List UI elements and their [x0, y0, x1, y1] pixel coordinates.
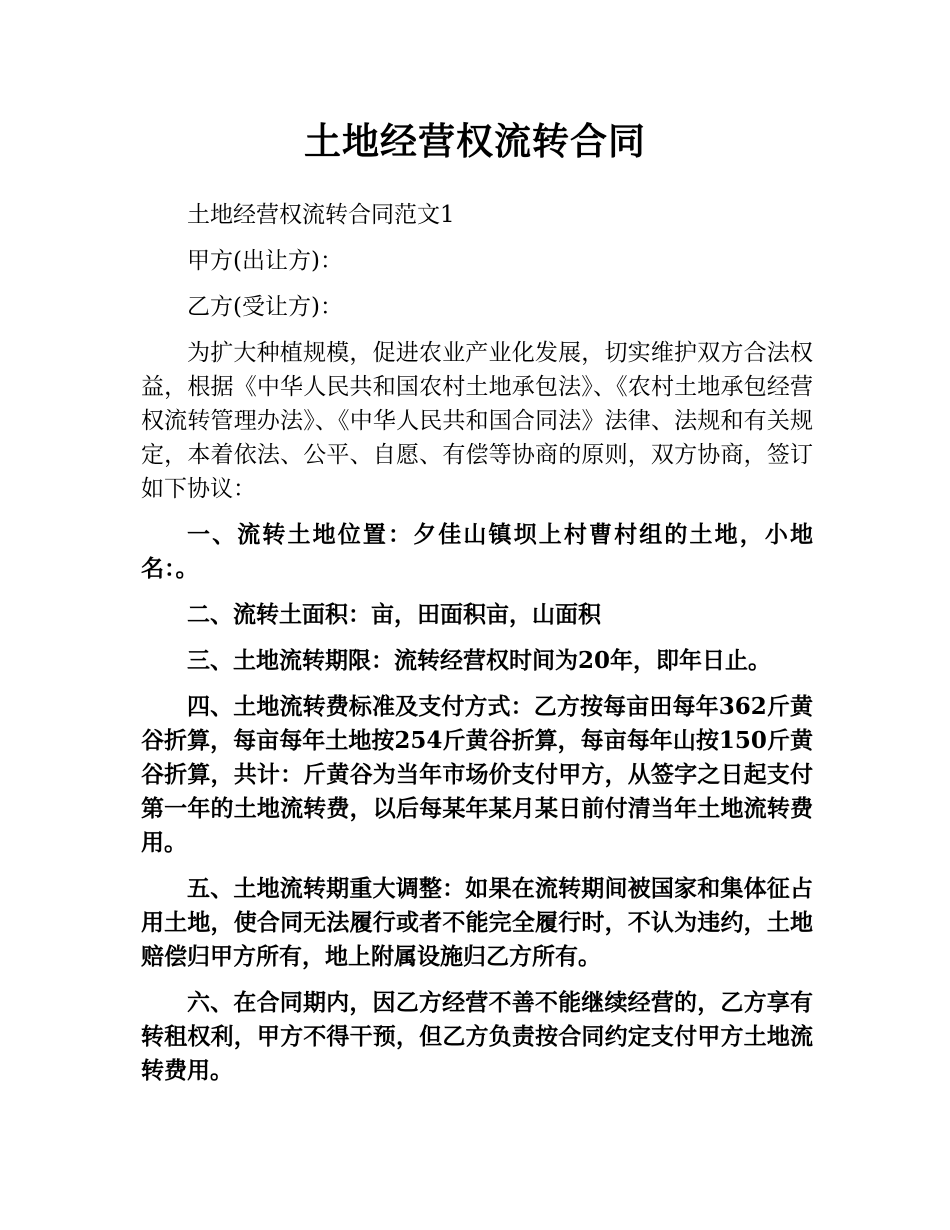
- subtitle-paragraph: 土地经营权流转合同范文1: [187, 202, 455, 228]
- document-title: 土地经营权流转合同: [304, 120, 646, 163]
- clause-5-paragraph: 五、土地流转期重大调整：如果在流转期间被国家和集体征占用土地，使合同无法履行或者不能完全履行时，不认为违约，土地赔偿归甲方所有，地上附属设施归乙方所有。: [141, 875, 813, 970]
- document-body: [141, 198, 813, 1100]
- party-a-line: 甲方(出让方)：: [187, 248, 343, 274]
- clause-1-paragraph: 一、流转土地位置：夕佳山镇坝上村曹村组的土地，小地名：。: [141, 521, 813, 582]
- clause-6-paragraph: 六、在合同期内，因乙方经营不善不能继续经营的，乙方享有转租权利，甲方不得干预，但乙方负责按合同约定支付甲方土地流转费用。: [141, 989, 813, 1084]
- party-b-line: 乙方(受让方)：: [187, 294, 343, 320]
- clause-4-paragraph: 四、土地流转费标准及支付方式：乙方按每亩田每年362斤黄谷折算，每亩每年土地按254斤黄谷折算，每亩每年山按150斤黄谷折算，共计：斤黄谷为当年市场价支付甲方，从签字之日起支付第一年的土地流转费，以后每某年某月某日前付清当年土地流转费用。: [141, 693, 813, 856]
- preamble-paragraph: 为扩大种植规模，促进农业产业化发展，切实维护双方合法权益，根据《中华人民共和国农村土地承包法》、《农村土地承包经营权流转管理办法》、《中华人民共和国合同法》法律、法规和有关规定，本着依法、公平、自愿、有偿等协商的原则，双方协商，签订如下协议：: [141, 340, 813, 502]
- clause-2-paragraph: 二、流转土面积：亩，田面积亩，山面积: [187, 601, 601, 628]
- clause-3-paragraph: 三、土地流转期限：流转经营权时间为20年，即年日止。: [187, 647, 772, 674]
